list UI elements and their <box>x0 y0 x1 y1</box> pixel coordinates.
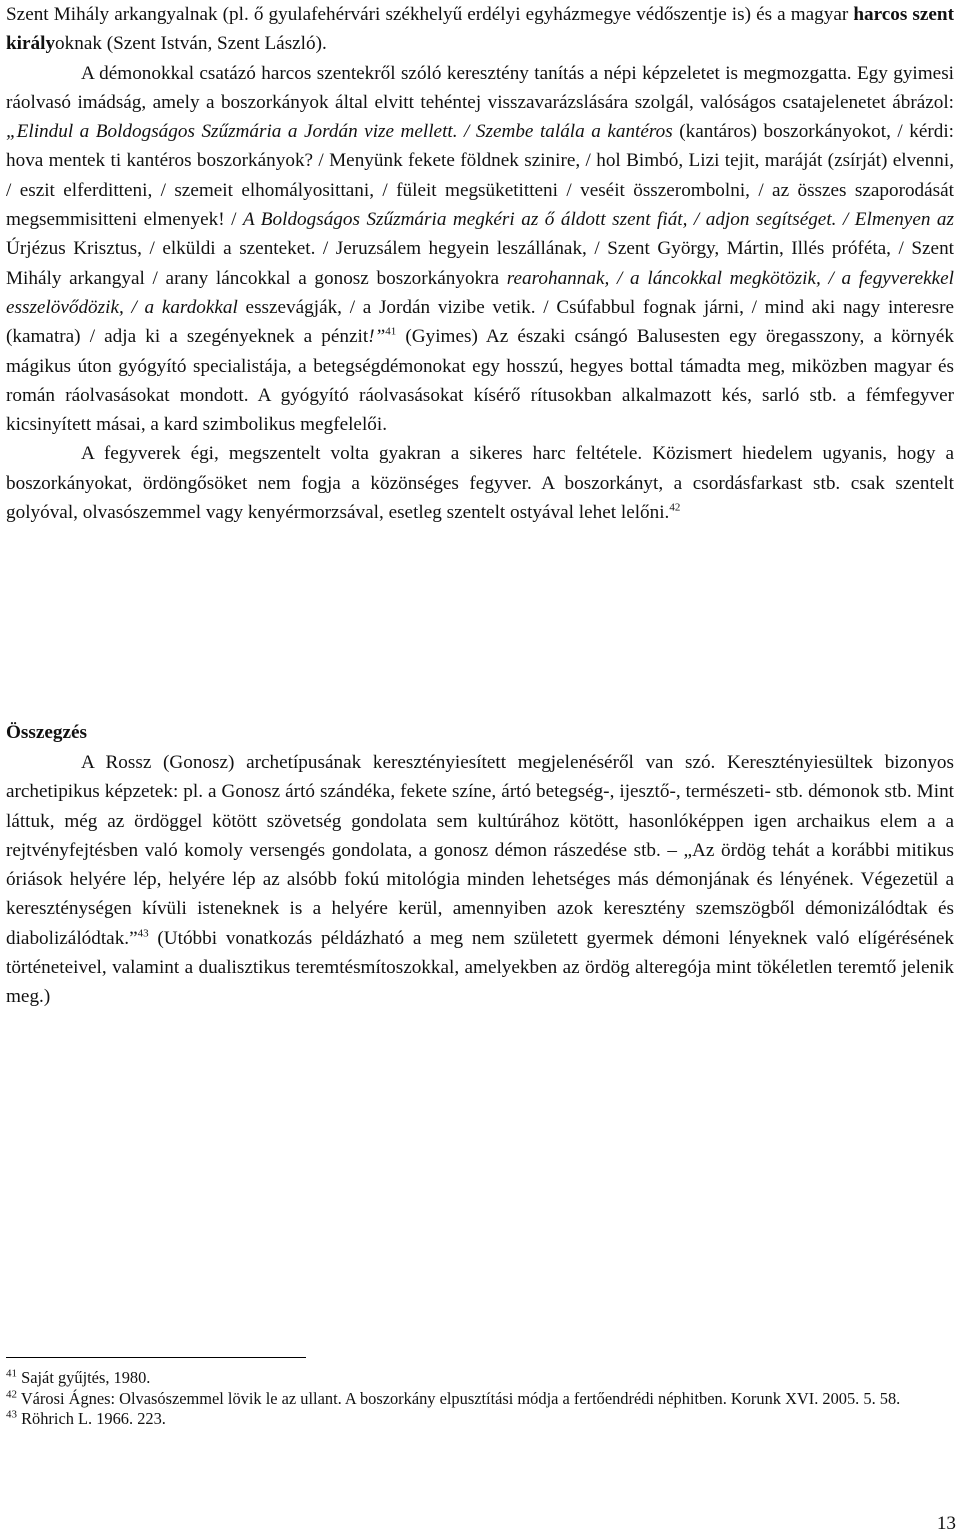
footnotes <box>6 1368 954 1430</box>
footnote-number: 41 <box>6 1367 17 1380</box>
paragraph-harcos-szentek <box>6 0 954 59</box>
footnote-ref-41[interactable]: 41 <box>385 325 397 338</box>
paragraph-osszegzes <box>6 748 954 1012</box>
italic-text-run: „Elindul a Boldogságos Szűzmária a Jordán vize mellett. / Szembe talála a kantéros <box>6 121 673 143</box>
footnote-number: 43 <box>6 1408 17 1421</box>
italic-text-run: rearohannak, / a láncokkal megkötözik, / a fegyverekkel esszelövődözik, / a kardokkal <box>6 267 954 318</box>
footnote-43 <box>6 1409 954 1430</box>
text-run: (Utóbbi vonatkozás példázható a meg nem született gyermek démoni lényeknek való elígérésének történeteivel, valamint a dualisztikus teremtésmítoszokkal, amelyekben az ördög alteregója mint tökéletlen teremtő jelenik meg.) <box>6 927 954 1008</box>
footnote-text: Városi Ágnes: Olvasószemmel lövik le az ullant. A boszorkány elpusztítási módja a fertőendrédi néphitben. Korunk XVI. 2005. 5. 58. <box>20 1388 901 1408</box>
text-run: oknak (Szent István, Szent László). <box>55 33 327 55</box>
paragraph-raolvaso <box>6 59 954 440</box>
text-run: A fegyverek égi, megszentelt volta gyakran a sikeres harc feltétele. Közismert hiedelem ugyanis, hogy a boszorkányokat, ördöngősöket nem fogja a közönséges fegyver. A boszorkányt, a csordásfarkast stb. csak szentelt golyóval, olvasószemmel vagy kenyérmorzsával, esetleg szentelt ostyával lehet lelőni. <box>6 443 954 524</box>
summary-text <box>6 748 954 1012</box>
italic-text-run: !” <box>368 326 386 348</box>
text-run: esszevágják, / a Jordán vizibe vetik. / Csúfabbul fognak járni, / mind aki nagy interesre (kamatra) / adja ki a szegényeknek a pénzit <box>6 296 955 348</box>
body-text <box>6 0 954 527</box>
footnote-text: Saját gyűjtés, 1980. <box>21 1368 151 1387</box>
italic-text-run: A Boldogságos Szűzmária megkéri az ő áldott szent fiát, / adjon segítséget. / Elmenyen az <box>242 209 954 231</box>
section-heading: Összegzés <box>6 722 87 743</box>
footnote-41 <box>6 1368 954 1389</box>
bold-text-run: harcos szent király <box>6 4 954 55</box>
text-run: A Rossz (Gonosz) archetípusának keresztényiesített megjelenéséről van szó. Keresztényiesültek bizonyos archetipikus képzetek: pl. a Gonosz ártó szándéka, fekete színe, ártó betegség-, ijesztő-, természeti- stb. démonok stb. Mint láttuk, még az ördöggel kötött szövetség gondolata sem kultúrához kötött, hasonlóképpen igen archaikus elem a a rejtvényfejtésben való komoly versengés gondolata, a gonosz démon rászedése stb. – „Az ördög tehát a korábbi mitikus óriások helyére lép, helyére lép az alsóbb fokú mitológia minden lehetséges más démonjának és lényének. Végezetül a kereszténységen kívüli isteneknek is a helyére kerül, amennyiben azok keresztény szemszögből démonizálódtak és diabolizálódtak.” <box>6 752 954 949</box>
text-run: (Gyimes) Az északi csángó Balusesten egy öregasszony, a környék mágikus úton gyógyító specialistája, a betegségdémonokat egy hosszú, hegyes bottal támadta meg, miközben magyar és román ráolvasásokat mondott. A gyógyító ráolvasásokat kísérő rítusokban alkalmazott kés, sarló stb. a fémfegyver kicsinyített másai, a kard szimbolikus megfelelői. <box>6 326 954 436</box>
paragraph-fegyverek <box>6 439 954 527</box>
text-run: A démonokkal csatázó harcos szentekről szóló keresztény tanítás a népi képzeletet is megmozgatta. Egy gyimesi ráolvasó imádság, amely a boszorkányok által elvitt tehéntej visszavarázslására szolgál, valóságos csatajelenetet ábrázol: <box>6 62 954 113</box>
footnote-ref-43[interactable]: 43 <box>137 927 149 940</box>
text-run: (kantáros) boszorkányokot, / kérdi: hova mentek ti kantéros boszorkányok? / Menyünk fekete földnek szinire, / hol Bimbó, Lizi tejit, maráját (zsírját) elvenni, / eszit elferditteni, / szemeit elhomályosittani, / füleit megsüketitteni / veséit összerombolni, / az összes szaporodását megsemmisitteni elmenyek! / <box>6 121 954 231</box>
footnote-number: 42 <box>6 1388 17 1401</box>
footnote-42 <box>6 1389 954 1410</box>
page-number: 13 <box>936 1513 956 1534</box>
footnote-separator <box>6 1357 306 1358</box>
footnote-ref-42[interactable]: 42 <box>669 501 681 514</box>
text-run: Úrjézus Krisztus, / elküldi a szenteket. / Jeruzsálem hegyein leszállának, / Szent György, Mártin, Illés próféta, / Szent Mihály arkangyal / arany láncokkal a gonosz boszorkányokra <box>6 238 954 289</box>
footnote-text: Röhrich L. 1966. 223. <box>21 1409 166 1428</box>
text-run: Szent Mihály arkangyalnak (pl. ő gyulafehérvári székhelyű erdélyi egyházmegye védőszentje is) és a magyar <box>6 4 854 25</box>
